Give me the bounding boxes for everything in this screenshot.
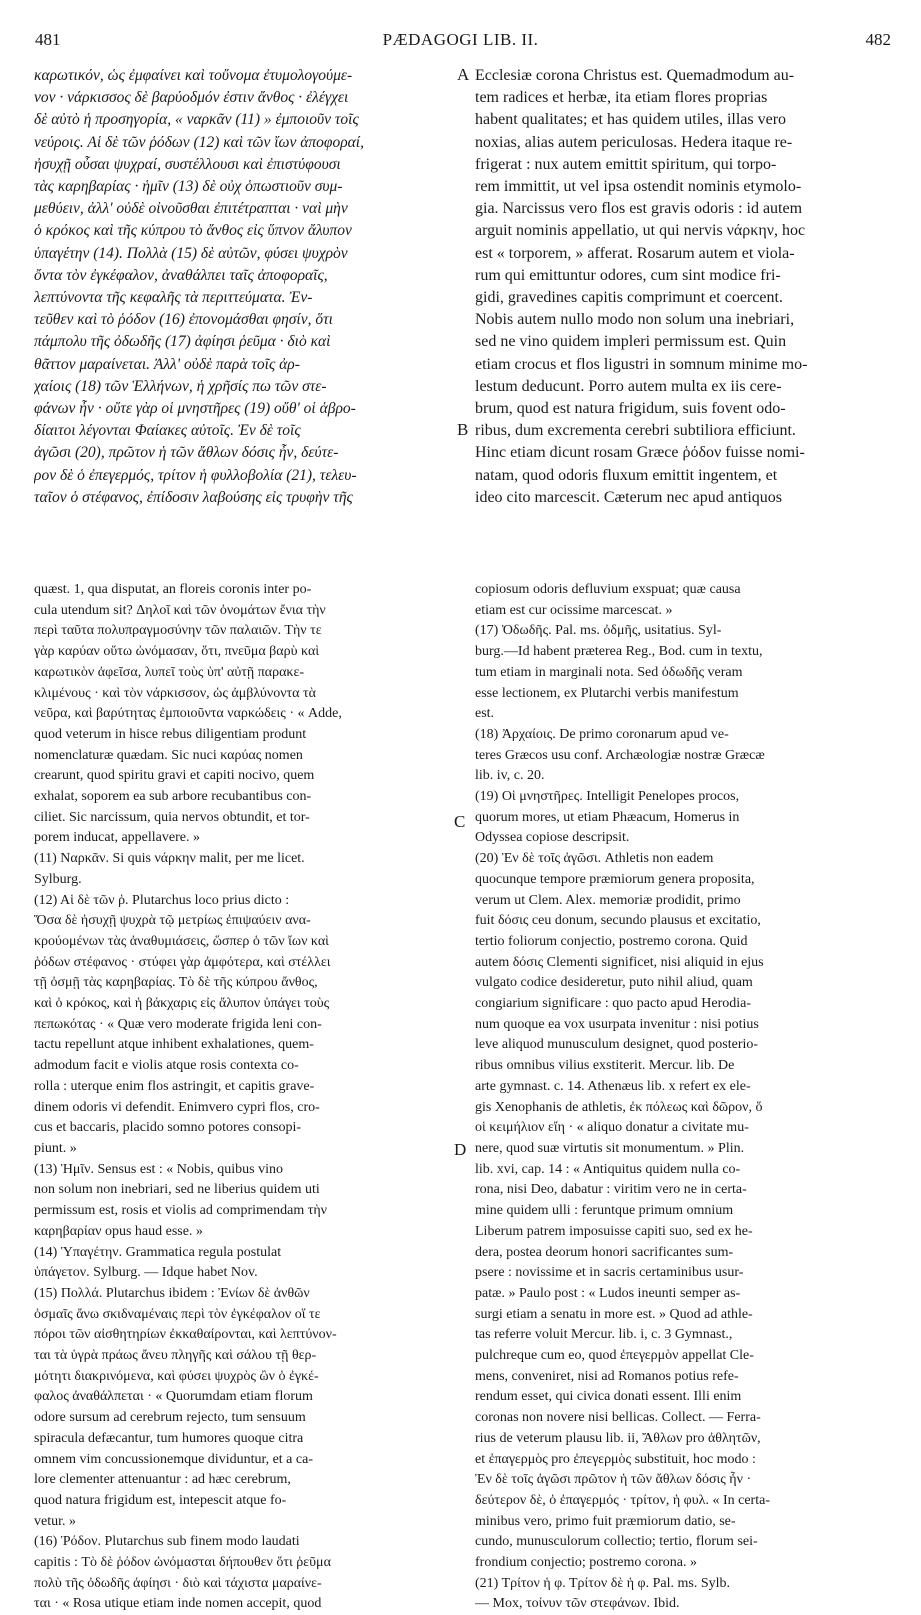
text-line: dera, postea deorum honori sacrificantes sum-	[475, 1244, 734, 1260]
text-line: gia. Narcissus vero flos est gravis odoris : id autem	[475, 200, 803, 218]
text-line: vetur. »	[34, 1513, 76, 1529]
margin-letter-c: C	[454, 812, 466, 831]
text-line: psere : novissime et in sacris certaminibus usur-	[475, 1265, 744, 1281]
text-line: κλιμένους · καὶ τὸν νάρκισσον, ὡς ἀμβλύνοντα τὰ	[34, 685, 316, 701]
text-line: autem δόσις Clementi significet, nisi aliquid in ejus	[475, 954, 764, 970]
text-line: tas referre voluit Mercur. lib. i, c. 3 Gymnast.,	[475, 1327, 733, 1343]
text-line: πεπωκότας · « Quæ vero moderate frigida leni con-	[34, 1016, 322, 1032]
text-line: τεῦθεν καὶ τὸ ῥόδον (16) ἐπονομάσθαι φησίν, ὅτι	[34, 311, 333, 329]
greek-text-column	[34, 65, 459, 509]
text-line: tertio foliorum conjectio, postremo corona. Quid	[475, 933, 748, 949]
text-line: (17) Ὀδωδῆς. Pal. ms. ὀδμῆς, usitatius. Syl-	[475, 623, 722, 639]
text-line: gidi, gravedines capitis comprimunt et coercent.	[475, 289, 783, 307]
text-line: ρον δὲ ὁ ἐπεγερμός, τρίτον ἡ φυλλοβολία (21), τελευ-	[34, 466, 357, 484]
text-line: καρωτικόν, ὡς ἐμφαίνει καὶ τοὔνομα ἐτυμολογούμε-	[34, 67, 353, 84]
text-line: μεθύειν, ἀλλ' οὐδὲ οἰνοῦσθαι ἐπιτέτραπται · ναὶ μὴν	[34, 200, 348, 218]
text-line: οἱ κειμήλιον εἴη · « aliquo donatur a civitate mu-	[475, 1120, 749, 1136]
text-line: dinem odoris vi defendit. Enimvero cypri flos, cro-	[34, 1099, 320, 1115]
text-line: natam, quod odoris fluxum emittit ingentem, et	[475, 466, 778, 484]
text-line: δίαιτοι λέγονται Φαίακες αὐτοῖς. Ἐν δὲ τοῖς	[34, 422, 301, 440]
text-line: verum ut Clem. Alex. memoriæ prodidit, primo	[475, 892, 741, 908]
text-line: (20) Ἐν δὲ τοῖς ἀγῶσι. Athletis non eadem	[475, 851, 714, 867]
text-line: θᾶττον μαραίνεται. Ἀλλ' οὐδὲ παρὰ τοῖς ἀρ-	[34, 355, 300, 373]
text-line: surgi etiam a senatu in more est. » Quod ad athle-	[475, 1306, 753, 1322]
text-line: ciliet. Sic narcissum, quia nervos obtundit, et tor-	[34, 809, 310, 825]
text-line: (18) Ἀρχαίοις. De primo coronarum apud ve-	[475, 726, 729, 742]
text-line: est.	[475, 706, 495, 722]
margin-letter-b: B	[457, 420, 469, 439]
text-line: admodum facit e violis atque rosis contexta co-	[34, 1058, 299, 1074]
text-line: spiracula defæcantur, tum humores quoque citra	[34, 1430, 304, 1446]
text-line: χαίοις (18) τῶν Ἑλλήνων, ἡ χρῆσίς πω τῶν στε-	[34, 377, 327, 395]
text-line: Odyssea copiose descripsit.	[475, 830, 630, 846]
text-line: est « torporem, » afferat. Rosarum autem et viola-	[475, 244, 795, 262]
text-line: arguit nominis appellatio, ut qui nervis νάρκην, hoc	[475, 222, 806, 240]
text-line: patæ. » Paulo post : « Ludos ineunti semper as-	[475, 1285, 741, 1301]
text-line: pulchreque cum eo, quod ἐπεγερμὸν appellat Cle-	[475, 1348, 754, 1364]
text-line: ταῖον ὁ στέφανος, ἐπίδοσιν λαβούσης εἰς τρυφὴν τῆς	[34, 488, 353, 506]
text-line: congiarium significare : quo pacto apud Herodia-	[475, 996, 752, 1012]
running-title: PÆDAGOGI LIB. II.	[382, 30, 539, 49]
text-line: et ἐπαγερμὸς pro ἐπεγερμὸς substituit, hoc modo :	[475, 1451, 756, 1467]
text-line: exhalat, soporem ea sub arbore recubantibus con-	[34, 789, 312, 805]
text-line: ῥόδων στέφανος · στύφει γὰρ ἀμφότερα, καὶ στέλλει	[34, 954, 331, 970]
text-line: καὶ ὁ κρόκος, καὶ ἡ βάκχαρις εἰς ἄλυπον ὑπάγει τοὺς	[34, 996, 330, 1012]
text-line: (12) Αἱ δὲ τῶν ῥ. Plutarchus loco prius dicto :	[34, 892, 290, 908]
text-line: (14) Ὑπαγέτην. Grammatica regula postulat	[34, 1244, 282, 1260]
text-line: omnem vim concussionemque dividuntur, et a ca-	[34, 1451, 313, 1467]
text-line: odore sursum ad cerebrum rejecto, tum sensuum	[34, 1410, 306, 1426]
text-line: num quoque ea vox usurpata invenitur : nisi potius	[475, 1016, 759, 1032]
text-line: burg.—Id habent præterea Reg., Bod. cum in textu,	[475, 644, 763, 660]
text-line: τὰς καρηβαρίας · ἡμῖν (13) δὲ οὐχ ὁπωστιοῦν συμ-	[34, 178, 343, 196]
text-line: νεύροις. Αἱ δὲ τῶν ῥόδων (12) καὶ τῶν ἴων ἀποφοραί,	[34, 133, 364, 151]
text-line: πολὺ τῆς ὀδωδῆς ἀφίησι · διὸ καὶ τάχιστα μαραίνε-	[34, 1575, 322, 1591]
text-line: rendum esset, qui civica donati essent. Illi enim	[475, 1389, 742, 1405]
text-line: tactu repellunt atque inhibent exhalationes, quem-	[34, 1037, 314, 1053]
text-line: copiosum odoris defluvium exspuat; quæ causa	[475, 582, 741, 597]
text-line: lestum deducunt. Porro autem multa ex iis cere-	[475, 377, 782, 395]
footnotes-right-column	[475, 580, 893, 1615]
text-line: tem radices et herbæ, ita etiam flores proprias	[475, 89, 768, 107]
text-line: νον · νάρκισσος δὲ βαρύοδμόν ἐστιν ἄνθος · ἐλέγχει	[34, 89, 349, 107]
text-line: vulgato codice desideretur, puto nihil aliud, quam	[475, 975, 753, 991]
text-line: φάνων ἦν · οὔτε γὰρ οἱ μνηστῆρες (19) οὔθ' οἱ ἁβρο-	[34, 400, 356, 418]
text-line: quæst. 1, qua disputat, an floreis coronis inter po-	[34, 582, 312, 597]
text-line: brum, quod est natura frigidum, suis fovent odo-	[475, 400, 786, 418]
text-line: Nobis autem nullo modo non solum una inebriari,	[475, 311, 795, 329]
text-line: rem immittit, ut vel ipsa ostendit nominis etymolo-	[475, 178, 802, 196]
text-line: πόροι τῶν αἰσθητηρίων ἐκκαθαίρονται, καὶ λεπτύνον-	[34, 1327, 337, 1343]
text-line: Ecclesiæ corona Christus est. Quemadmodum au-	[475, 67, 795, 84]
text-line: ὀσμαῖς ἄνω σκιδναμέναις περὶ τὸν ἐγκέφαλον οἵ τε	[34, 1306, 321, 1322]
text-line: cundo, munusculorum collectio; tertio, florum sei-	[475, 1534, 758, 1550]
text-line: rona, nisi Deo, dabatur : viritim vero ne in certa-	[475, 1182, 747, 1198]
text-line: ideo cito marcescit. Cæterum nec apud antiquos	[475, 488, 783, 506]
text-line: ὑπαγέτην (14). Πολλὰ (15) δὲ αὐτῶν, φύσει ψυχρὸν	[34, 244, 348, 262]
text-line: crearunt, quod spiritu gravi et capiti nocivo, quem	[34, 768, 315, 784]
text-line: quod veterum in hisce rebus diligentiam produnt	[34, 726, 307, 742]
latin-text-column	[475, 65, 890, 509]
text-line: ται · « Rosa utique etiam inde nomen accepit, quod	[34, 1596, 322, 1612]
text-line: coronas non novere nisi bellicas. Collect. — Ferra-	[475, 1410, 761, 1426]
text-line: (21) Τρίτον ἡ φ. Τρίτον δὲ ἡ φ. Pal. ms. Sylb.	[475, 1575, 731, 1591]
text-line: δεύτερον δὲ, ὁ ἐπαγερμός · τρίτον, ἡ φυλ. « In certa-	[475, 1492, 770, 1508]
text-line: μότητι διακρινόμενα, καὶ φύσει ψυχρὸς ὢν ὁ ἐγκέ-	[34, 1368, 319, 1384]
text-line: γὰρ καρύαν οὕτω ὠνόμασαν, ὅτι, πνεῦμα βαρὺ καὶ	[34, 644, 320, 660]
text-line: πάμπολυ τῆς ὀδωδῆς (17) ἀφίησι ῥεῦμα · διὸ καὶ	[34, 333, 331, 351]
text-line: νεῦρα, καὶ βαρύτητας ἐμποιοῦντα ναρκώδεις · « Adde,	[34, 706, 342, 722]
text-line: quod natura frigidum est, intepescit atque fo-	[34, 1492, 287, 1508]
text-line: sed ne vino quidem impleri permissum est. Quin	[475, 333, 787, 351]
text-line: nomenclaturæ quædam. Sic nuci καρύας nomen	[34, 747, 303, 763]
text-line: Ὅσα δὲ ἠσυχῇ ψυχρὰ τῷ μετρίως ἐπιψαύειν ανα-	[34, 913, 311, 929]
page-number-right: 482	[865, 30, 891, 49]
text-line: λεπτύνοντα τῆς κεφαλῆς τὰ περιττεύματα. Ἐν-	[34, 289, 313, 307]
text-line: — Mox, τοίνυν τῶν στεφάνων. Ibid.	[475, 1596, 680, 1612]
text-line: quocunque tempore præmiorum genera proposita,	[475, 871, 755, 887]
text-line: κρούομένων τὰς ἀναθυμιάσεις, ὥσπερ ὁ τῶν ἴων καὶ	[34, 933, 329, 949]
text-line: mine quidem ulli : feruntque primum omnium	[475, 1203, 734, 1219]
text-line: (16) Ῥόδον. Plutarchus sub finem modo laudati	[34, 1534, 300, 1550]
text-line: rolla : uterque enim flos astringit, et capitis grave-	[34, 1078, 315, 1094]
text-line: teres Græcos usu conf. Archæologiæ nostræ Græcæ	[475, 747, 765, 763]
page-number-left: 481	[35, 30, 61, 49]
margin-letter-a: A	[457, 65, 470, 84]
text-line: περὶ ταῦτα πολυπραγμοσύνην τῶν παλαιῶν. Τὴν τε	[34, 623, 322, 639]
margin-letter-d: D	[454, 1140, 467, 1159]
text-line: frondium conjectio; postremo corona. »	[475, 1555, 697, 1571]
text-line: lib. xvi, cap. 14 : « Antiquitus quidem nulla co-	[475, 1161, 741, 1177]
text-line: etiam est cur ocissime marcescat. »	[475, 602, 673, 618]
text-line: cus et baccaris, placido somno potores consopi-	[34, 1120, 302, 1136]
text-line: (13) Ἡμῖν. Sensus est : « Nobis, quibus vino	[34, 1161, 283, 1177]
text-line: habent qualitates; et has quidem utiles, illas vero	[475, 111, 787, 129]
text-line: etiam crocus et flos ligustri in somnum minime mo-	[475, 355, 808, 373]
text-line: porem inducat, appellavere. »	[34, 830, 200, 846]
text-line: tum etiam in marginali nota. Sed ὀδωδῆς veram	[475, 664, 743, 680]
text-line: Sylburg.	[34, 871, 82, 887]
text-line: gis Xenophanis de athletis, ἐκ πόλεως καὶ δῶρον, ὅ	[475, 1099, 763, 1115]
text-line: leve aliquod munusculum designet, quod posterio-	[475, 1037, 759, 1053]
text-line: capitis : Τὸ δὲ ῥόδον ὠνόμασται δήπουθεν ὅτι ῥεῦμα	[34, 1555, 331, 1571]
text-line: cula utendum sit? Δηλοῖ καὶ τῶν ὀνομάτων ἔνια τὴν	[34, 602, 326, 618]
text-line: rum qui emittuntur odores, cum sint modice fri-	[475, 266, 781, 284]
text-line: frigerat : nux autem emittit spiritum, qui torpo-	[475, 155, 777, 173]
text-line: piunt. »	[34, 1140, 77, 1156]
text-line: φαλος ἀναθάλπεται · « Quorumdam etiam florum	[34, 1389, 313, 1405]
text-line: ἠσυχῇ οὖσαι ψυχραί, συστέλλουσι καὶ ἐπιστύφουσι	[34, 155, 341, 173]
text-line: quorum mores, ut etiam Phæacum, Homerus in	[475, 809, 740, 825]
text-line: non solum non inebriari, sed ne liberius quidem uti	[34, 1182, 320, 1198]
text-line: ὑπάγετον. Sylburg. — Idque habet Nov.	[34, 1265, 258, 1281]
text-line: mens, conveniret, nisi ad Romanos potius refe-	[475, 1368, 739, 1384]
text-line: ribus omnibus vilius exstiterit. Mercur. lib. De	[475, 1058, 735, 1074]
text-line: καρωτικὸν ἀφεῖσα, λυπεῖ τοὺς ὑπ' αὐτῇ παρακε-	[34, 664, 305, 680]
text-line: arte gymnast. c. 14. Athenæus lib. x refert ex ele-	[475, 1078, 751, 1094]
text-line: τῇ ὀσμῇ τὰς καρηβαρίας. Τὸ δὲ τῆς κύπρου ἄνθος,	[34, 975, 318, 991]
text-line: nere, quod suæ virtutis sit monumentum. » Plin.	[475, 1140, 745, 1156]
text-line: minibus vero, primo fuit præmiorum datio, se-	[475, 1513, 736, 1529]
text-line: ἀγῶσι (20), πρῶτον ἡ τῶν ἄθλων δόσις ἦν, δεύτε-	[34, 444, 339, 462]
text-line: Ἐν δὲ τοῖς ἀγῶσι πρῶτον ἡ τῶν ἄθλων δόσις ἦν ·	[475, 1472, 752, 1488]
text-line: ται τὰ ὑγρὰ πράως ἄνευ πληγῆς καὶ σάλου τῇ θερ-	[34, 1348, 317, 1364]
text-line: (19) Οἱ μνηστῆρες. Intelligit Penelopes procos,	[475, 789, 740, 805]
text-line: lib. iv, c. 20.	[475, 768, 545, 784]
text-line: δὲ αὐτὸ ἡ προσηγορία, « ναρκᾶν (11) » ἐμποιοῦν τοῖς	[34, 111, 359, 129]
text-line: esse lectionem, ex Plutarchi verbis manifestum	[475, 685, 739, 701]
text-line: ὁ κρόκος καὶ τῆς κύπρου τὸ ἄνθος εἰς ὕπνον ἄλυπον	[34, 222, 352, 240]
text-line: (15) Πολλά. Plutarchus ibidem : Ἐνίων δὲ ἀνθῶν	[34, 1285, 310, 1301]
text-line: Hinc etiam dicunt rosam Græce ῥόδον fuisse nomi-	[475, 444, 805, 462]
text-line: rius de veterum plausu lib. ii, Ἄθλων pro ἀθλητῶν,	[475, 1430, 761, 1446]
text-line: (11) Ναρκᾶν. Si quis νάρκην malit, per me licet.	[34, 851, 305, 867]
footnotes-left-column	[34, 580, 456, 1615]
text-line: Liberum patrem imposuisse capiti suo, sed ex he-	[475, 1223, 753, 1239]
text-line: lore clementer attenuantur : ad hæc cerebrum,	[34, 1472, 291, 1488]
text-line: ὄντα τὸν ἐγκέφαλον, ἀναθάλπει ταῖς ἀποφοραῖς,	[34, 266, 328, 284]
text-line: καρηβαρίαν opus haud esse. »	[34, 1223, 203, 1239]
text-line: permissum est, rosis et violis ad comprimendam τὴν	[34, 1203, 328, 1219]
text-line: ribus, dum excrementa cerebri subtiliora efficiunt.	[475, 422, 796, 440]
text-line: fuit δόσις ceu donum, secundo plausus et excitatio,	[475, 913, 761, 929]
text-line: noxias, alias autem periculosas. Hedera itaque re-	[475, 133, 793, 151]
